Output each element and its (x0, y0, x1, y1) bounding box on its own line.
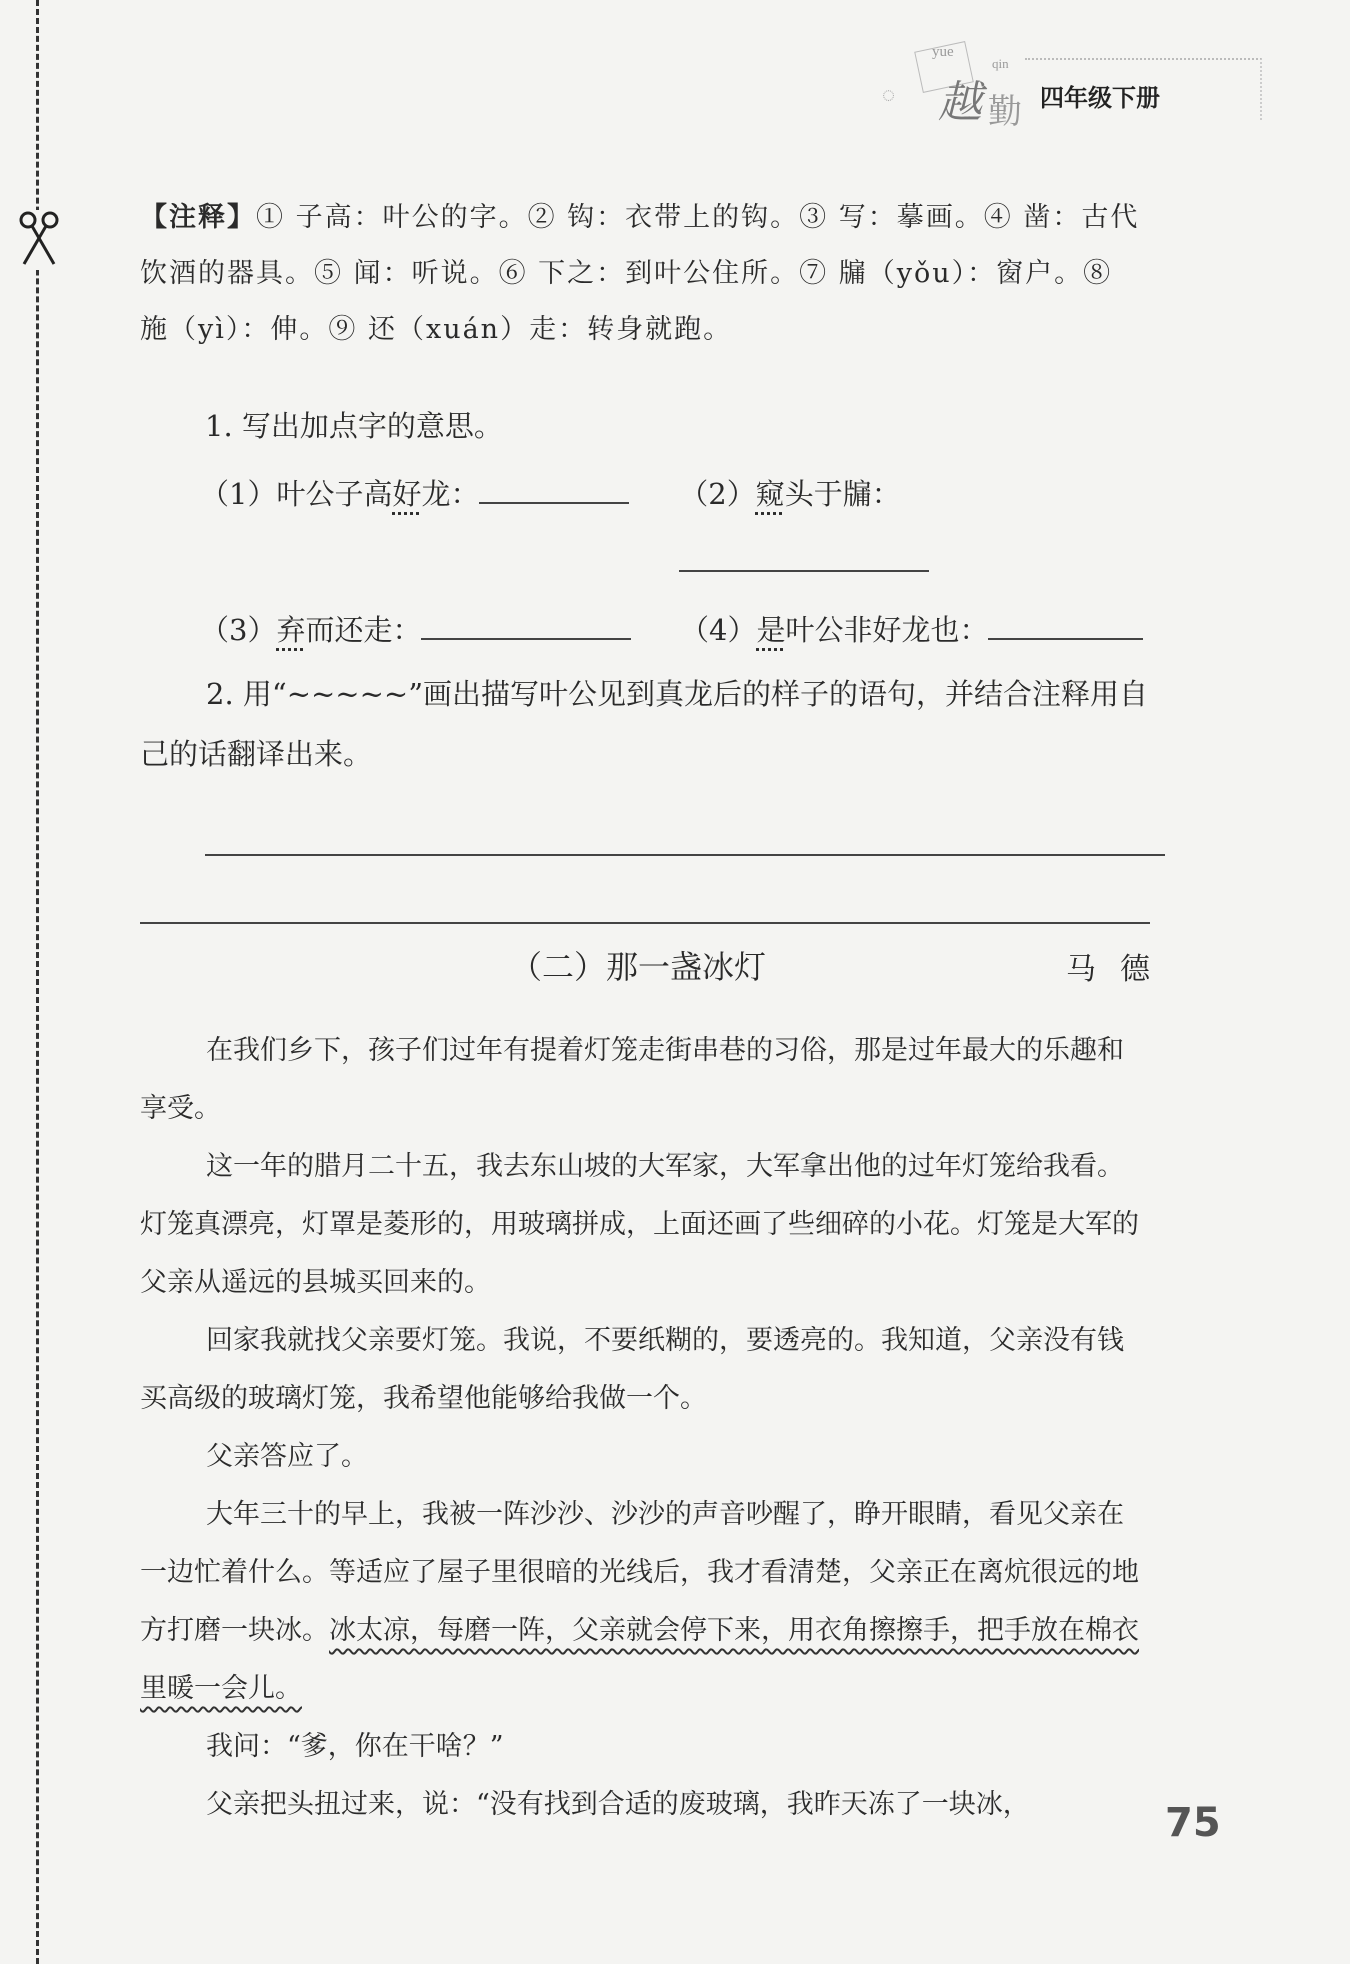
answer-blank[interactable] (679, 540, 929, 572)
article-paragraph-3: 回家我就找父亲要灯笼。我说，不要纸糊的，要透亮的。我知道，父亲没有钱买高级的玻璃灯笼，我希望他能够给我做一个。 (140, 1325, 1124, 1414)
cut-line (36, 0, 39, 1964)
article-paragraph-7: 父亲把头扭过来，说：“没有找到合适的废玻璃，我昨天冻了一块冰， (206, 1789, 1030, 1820)
q1-item-4: （4）是叶公非好龙也： (680, 596, 1143, 664)
wavy-underlined-sentence: 冰太凉，每磨一阵，父亲就会停下来，用衣角擦擦手，把手放在棉衣里暖一会儿。 (140, 1615, 1139, 1704)
scissors-icon (18, 210, 62, 270)
question-1: 1. 写出加点字的意思。 (205, 409, 503, 443)
answer-blank[interactable] (988, 608, 1143, 640)
q1-item-2: （2）窥头于牖： (679, 460, 1150, 596)
article-paragraph-2: 这一年的腊月二十五，我去东山坡的大军家，大军拿出他的过年灯笼给我看。灯笼真漂亮，灯罩是菱形的，用玻璃拼成，上面还画了些细碎的小花。灯笼是大军的父亲从遥远的县城买回来的。 (140, 1151, 1139, 1298)
page-content (140, 190, 1174, 1834)
grade-label: 四年级下册 (1040, 84, 1160, 112)
page-header (850, 40, 1270, 150)
question-2: 2. 用“~~~~~”画出描写叶公见到真龙后的样子的语句，并结合注释用自己的话翻译出来。 (140, 677, 1149, 771)
article-paragraph-5: 大年三十的早上，我被一阵沙沙、沙沙的声音吵醒了，睁开眼睛，看见父亲在一边忙着什么。等适应了屋子里很暗的光线后，我才看清楚，父亲正在离炕很远的地方打磨一块冰。冰太凉，每磨一阵，父亲就会停下来，用衣角擦擦手，把手放在棉衣里暖一会儿。 (140, 1499, 1139, 1704)
article-title: （二）那一盏冰灯 (510, 948, 767, 986)
article-header (140, 924, 1174, 1014)
page-number: 75 (1165, 1800, 1221, 1846)
notes-text: ① 子高：叶公的字。② 钩：衣带上的钩。③ 写：摹画。④ 凿：古代饮酒的器具。⑤ 闻：听说。⑥ 下之：到叶公住所。⑦ 牖（yǒu）：窗户。⑧ 施（yì）：伸。⑨ 还（xuán）走：转身就跑。 (140, 202, 1140, 345)
article-paragraph-6: 我问：“爹，你在干啥？” (206, 1731, 504, 1762)
question-1-items (140, 460, 1150, 664)
q1-item-3: （3）弃而还走： (200, 596, 680, 664)
article-paragraph-1: 在我们乡下，孩子们过年有提着灯笼走街串巷的习俗，那是过年最大的乐趣和享受。 (140, 1035, 1124, 1124)
brand-stamp-logo: ◌ yue qin 越 勤 (880, 40, 1000, 145)
q1-item-1: （1）叶公子高好龙： (200, 460, 679, 596)
article-paragraph-4: 父亲答应了。 (206, 1441, 368, 1472)
notes-label: 【注释】 (140, 202, 256, 233)
answer-blank[interactable] (421, 608, 631, 640)
answer-blank[interactable] (479, 472, 629, 504)
article-author: 马德 (1066, 952, 1174, 987)
notes-paragraph (140, 190, 1150, 358)
